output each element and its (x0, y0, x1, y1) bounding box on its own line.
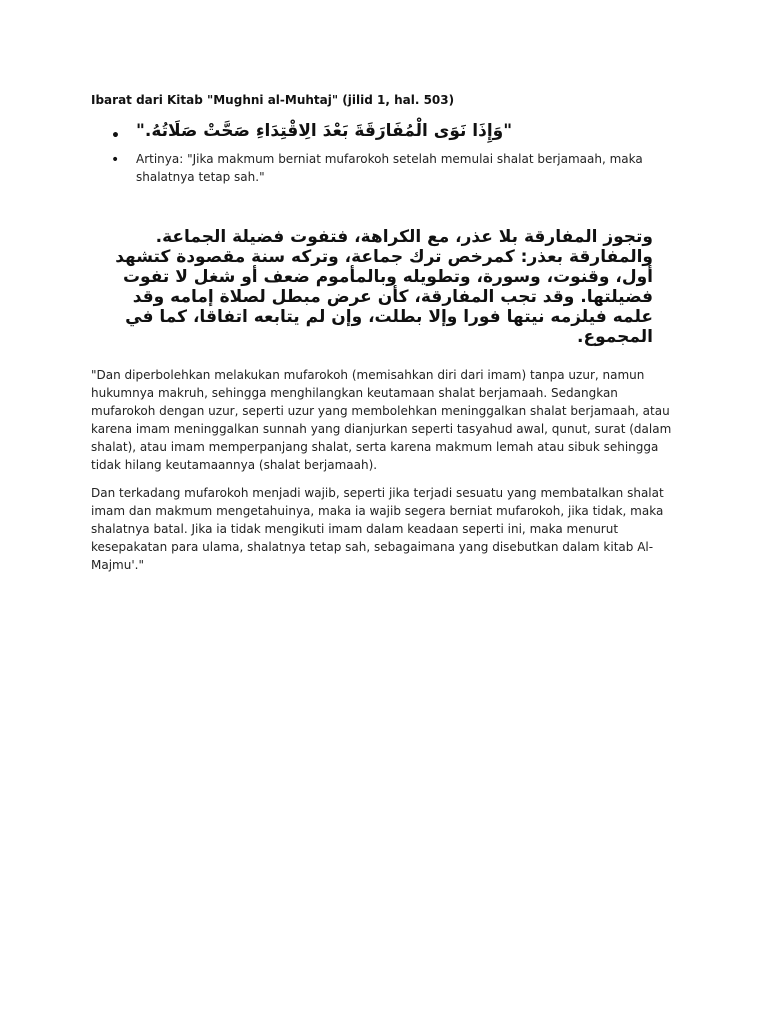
bullet-list (91, 118, 691, 186)
bullet-marker: • (111, 152, 120, 168)
translation-quote-text: Artinya: "Jika makmum berniat mufarokoh setelah memulai shalat berjamaah, maka shalatnya tetap sah." (136, 152, 643, 184)
translation-paragraph: Dan terkadang mufarokoh menjadi wajib, seperti jika terjadi sesuatu yang membatalkan shalat imam dan makmum mengetahuinya, maka ia wajib segera berniat mufarokoh, jika tidak, maka shalatnya batal. Jika ia tidak mengikuti imam dalam keadaan seperti ini, maka menurut kesepakatan para ulama, shalatnya tetap sah, sebagaimana yang disebutkan dalam kitab Al-Majmu'." (91, 486, 664, 572)
arabic-passage: وتجوز المفارقة بلا عذر، مع الكراهة، فتفوت فضيلة الجماعة. والمفارقة بعذر: كمرخص ترك جماعة، وتركه سنة مقصودة كتشهد أول، وقنوت، وسورة، وتطويله وبالمأموم ضعف أو شغل لا تفوت فضيلتها. وقد تجب المفارقة، كأن عرض مبطل لصلاة إمامه وقد علمه فيلزمه نيتها فورا وإلا بطلت، وإن لم يتابعه اتفاقا، كما في المجموع. (115, 227, 653, 347)
bullet-item-translation (91, 150, 691, 186)
arabic-quote-text: "وَإِذَا نَوَى الْمُفَارَقَةَ بَعْدَ الِاقْتِدَاءِ صَحَّتْ صَلَاتُهُ." (136, 121, 513, 141)
translation-paragraph: "Dan diperbolehkan melakukan mufarokoh (memisahkan diri dari imam) tanpa uzur, namun hukumnya makruh, sehingga menghilangkan keutamaan shalat berjamaah. Sedangkan mufarokoh dengan uzur, seperti uzur yang membolehkan meninggalkan shalat berjamaah, atau karena imam meninggalkan sunnah yang dianjurkan seperti tasyahud awal, qunut, surat (dalam shalat), atau imam memperpanjang shalat, serta karena makmum lemah atau sibuk sehingga tidak hilang keutamaannya (shalat berjamaah). (91, 368, 672, 472)
bullet-marker: • (111, 128, 120, 144)
document-heading: Ibarat dari Kitab "Mughni al-Muhtaj" (jilid 1, hal. 503) (91, 93, 455, 107)
translation-section (91, 366, 686, 584)
bullet-item-arabic-quote (91, 118, 691, 148)
